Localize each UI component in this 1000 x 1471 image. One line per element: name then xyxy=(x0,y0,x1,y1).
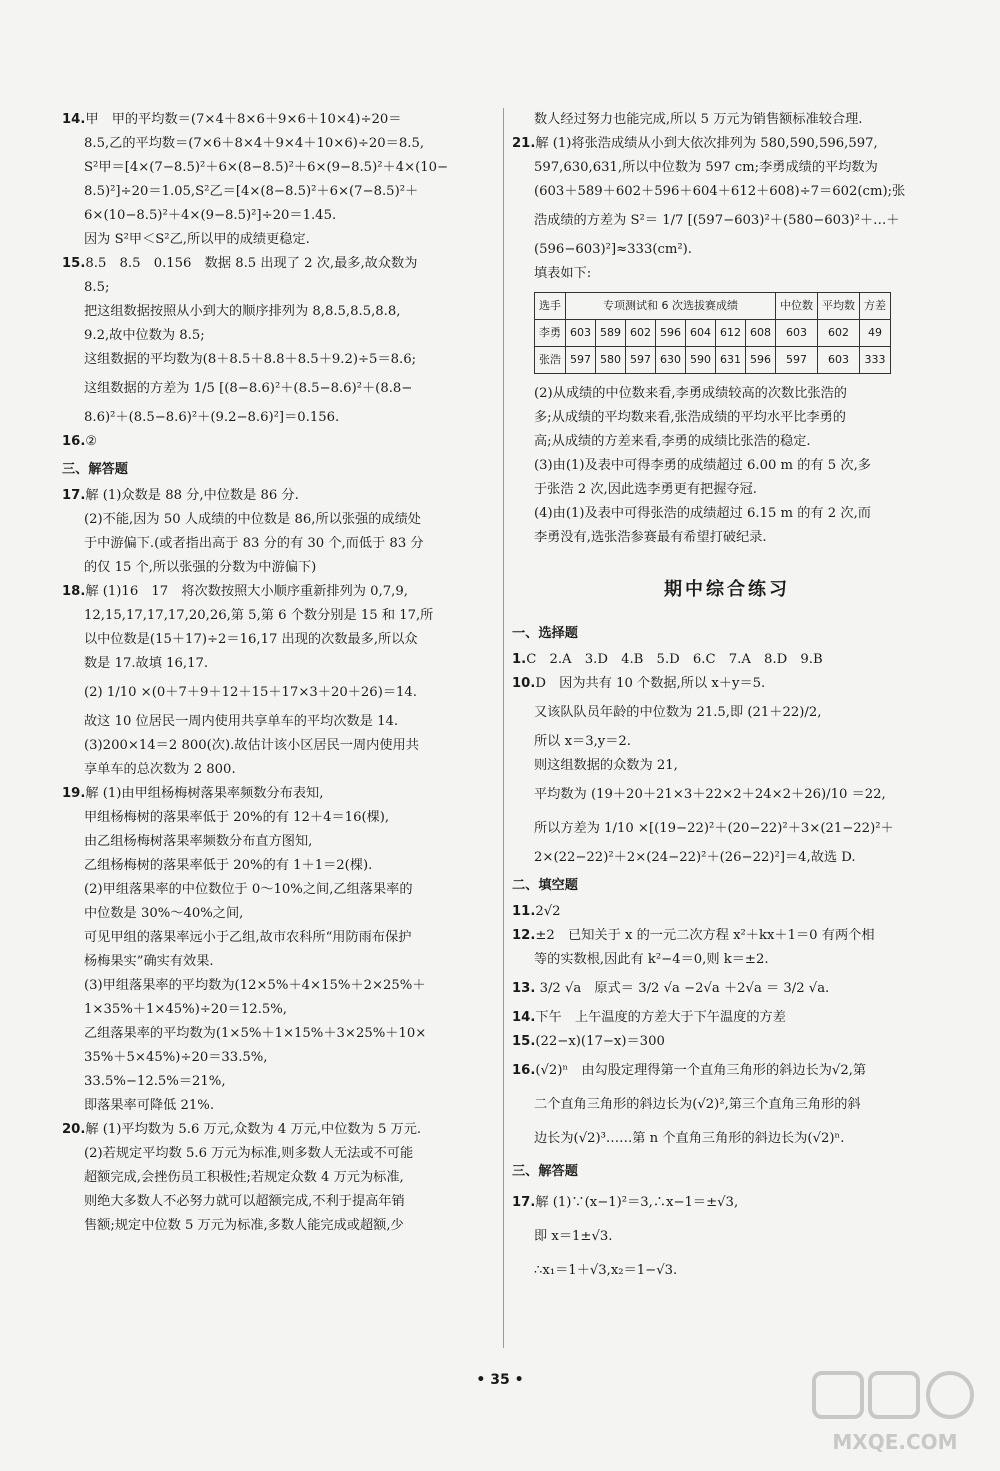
text-line: 多;从成绩的平均数来看,张浩成绩的平均水平比李勇的 xyxy=(534,410,846,425)
text-line: 17.解 (1)∵(x−1)²＝3,∴x−1＝±√3, xyxy=(512,1195,739,1210)
text-line: 这组数据的方差为 1/5 [(8−8.6)²＋(8.5−8.6)²＋(8.8− xyxy=(84,381,413,396)
section-title: 二、填空题 xyxy=(512,878,578,893)
table-row xyxy=(535,347,891,374)
text-line: 12.±2 已知关于 x 的一元二次方程 x²＋kx＋1＝0 有两个相 xyxy=(512,928,875,943)
section-title: 一、选择题 xyxy=(512,626,578,641)
text-line: 16.(√2)ⁿ 由勾股定理得第一个直角三角形的斜边长为√2,第 xyxy=(512,1063,867,1078)
text-line: 17.解 (1)众数是 88 分,中位数是 86 分. xyxy=(62,488,299,503)
text-line: (2)若规定平均数 5.6 万元为标准,则多数人无法或不可能 xyxy=(84,1146,414,1161)
text-line: (2)从成绩的中位数来看,李勇成绩较高的次数比张浩的 xyxy=(534,386,847,401)
table-cell: 603 xyxy=(776,320,818,347)
section-title: 三、解答题 xyxy=(512,1164,578,1179)
text-line: 19.解 (1)由甲组杨梅树落果率频数分布表知, xyxy=(62,786,324,801)
text-line: 8.5; xyxy=(84,280,110,295)
text-line: ∴x₁＝1＋√3,x₂＝1−√3. xyxy=(534,1263,678,1278)
table-cell: 612 xyxy=(716,320,746,347)
question-number: 14. xyxy=(512,1010,536,1025)
text-line: 即 x＝1±√3. xyxy=(534,1229,613,1244)
text-line: 597,630,631,所以中位数为 597 cm;李勇成绩的平均数为 xyxy=(534,160,878,175)
text-line: 浩成绩的方差为 S²＝ 1/7 [(597−603)²＋(580−603)²＋…＋ xyxy=(534,213,900,228)
text-line: 10.D 因为共有 10 个数据,所以 x＋y＝5. xyxy=(512,676,766,691)
text-line: (3)200×14＝2 800(次).故估计该小区居民一周内使用共 xyxy=(84,738,419,753)
text-line: 20.解 (1)平均数为 5.6 万元,众数为 4 万元,中位数为 5 万元. xyxy=(62,1122,422,1137)
table-cell: 49 xyxy=(860,320,891,347)
text-line: 边长为(√2)³……第 n 个直角三角形的斜边长为(√2)ⁿ. xyxy=(534,1131,845,1146)
question-number: 12. xyxy=(512,928,536,943)
table-header-cell: 选手 xyxy=(535,293,566,320)
section-heading: 期中综合练习 xyxy=(664,579,790,600)
table-cell: 333 xyxy=(860,347,891,374)
score-table xyxy=(534,292,891,374)
text-line: 8.6)²＋(8.5−8.6)²＋(9.2−8.6)²]＝0.156. xyxy=(84,410,340,425)
right-top-block xyxy=(512,108,942,286)
text-line: 高;从成绩的方差来看,李勇的成绩比张浩的稳定. xyxy=(534,434,811,449)
text-line: 甲组杨梅树的落果率低于 20%的有 12＋4＝16(棵), xyxy=(84,810,390,825)
text-line: 的仅 15 个,所以张强的分数为中游偏下) xyxy=(84,560,317,575)
text-line: 故这 10 位居民一周内使用共享单车的平均次数是 14. xyxy=(84,714,399,729)
table-cell: 604 xyxy=(686,320,716,347)
text-line: 1.C 2.A 3.D 4.B 5.D 6.C 7.A 8.D 9.B xyxy=(512,652,823,667)
text-line: 则这组数据的众数为 21, xyxy=(534,758,678,773)
text-line: 数是 17.故填 16,17. xyxy=(84,656,209,671)
text-line: 中位数是 30%～40%之间, xyxy=(84,906,244,921)
text-line: 14.甲 甲的平均数＝(7×4＋8×6＋9×6＋10×4)÷20＝ xyxy=(62,112,402,127)
question-number: 17. xyxy=(62,488,86,503)
question-number: 18. xyxy=(62,584,86,599)
table-cell: 李勇 xyxy=(535,320,566,347)
question-number: 15. xyxy=(62,256,86,271)
column-divider xyxy=(503,108,504,1348)
text-line: 即落果率可降低 21%. xyxy=(84,1098,215,1113)
question-number: 17. xyxy=(512,1195,536,1210)
text-line: 12,15,17,17,17,20,26,第 5,第 6 个数分别是 15 和 17,所 xyxy=(84,608,434,623)
text-line: 16.② xyxy=(62,434,98,449)
text-line: 又该队队员年龄的中位数为 21.5,即 (21＋22)/2, xyxy=(534,705,822,720)
text-line: 8.5,乙的平均数＝(7×6＋8×4＋9×4＋10×6)÷20＝8.5, xyxy=(84,136,425,151)
table-row xyxy=(535,320,891,347)
text-line: (2) 1/10 ×(0＋7＋9＋12＋15＋17×3＋20＋26)＝14. xyxy=(84,685,418,700)
question-number: 16. xyxy=(512,1063,536,1078)
right-mid-block xyxy=(512,382,942,550)
text-line: (2)不能,因为 50 人成绩的中位数是 86,所以张强的成绩处 xyxy=(84,512,421,527)
text-line: 享单车的总次数为 2 800. xyxy=(84,762,236,777)
table-cell: 603 xyxy=(566,320,596,347)
table-cell: 580 xyxy=(596,347,626,374)
table-cell: 630 xyxy=(656,347,686,374)
text-line: 所以方差为 1/10 ×[(19−22)²＋(20−22)²＋3×(21−22)²＋ xyxy=(534,821,894,836)
left-column xyxy=(62,108,494,1238)
section-title: 三、解答题 xyxy=(62,462,128,477)
text-line: 2×(22−22)²＋2×(24−22)²＋(26−22)²]＝4,故选 D. xyxy=(534,850,856,865)
table-header-row xyxy=(535,293,891,320)
text-line: 35%＋5×45%)÷20＝33.5%, xyxy=(84,1050,268,1065)
text-line: (2)甲组落果率的中位数位于 0～10%之间,乙组落果率的 xyxy=(84,882,413,897)
text-line: 可见甲组的落果率远小于乙组,故市农科所“用防雨布保护 xyxy=(84,930,412,945)
text-line: (3)由(1)及表中可得李勇的成绩超过 6.00 m 的有 5 次,多 xyxy=(534,458,871,473)
text-line: 李勇没有,选张浩参赛最有希望打破纪录. xyxy=(534,530,767,545)
text-line: 6×(10−8.5)²＋4×(9−8.5)²]÷20＝1.45. xyxy=(84,208,337,223)
text-line: 13. 3/2 √a 原式＝ 3/2 √a −2√a ＋2√a ＝ 3/2 √a. xyxy=(512,981,830,996)
table-cell: 631 xyxy=(716,347,746,374)
question-number: 20. xyxy=(62,1122,86,1137)
text-line: 9.2,故中位数为 8.5; xyxy=(84,328,205,343)
question-number: 10. xyxy=(512,676,536,691)
text-line: 于中游偏下.(或者指出高于 83 分的有 30 个,而低于 83 分 xyxy=(84,536,424,551)
watermark-text: MXQE.COM xyxy=(832,1430,958,1454)
question-number: 21. xyxy=(512,136,536,151)
table-header-cell: 方差 xyxy=(860,293,891,320)
table-header-cell: 平均数 xyxy=(818,293,860,320)
text-line: 把这组数据按照从小到大的顺序排列为 8,8.5,8.5,8.8, xyxy=(84,304,401,319)
table-cell: 602 xyxy=(626,320,656,347)
question-number: 16. xyxy=(62,434,86,449)
text-line: 填表如下: xyxy=(534,266,592,281)
text-line: 售额;规定中位数 5 万元为标准,多数人能完成或超额,少 xyxy=(84,1218,404,1233)
text-line: 18.解 (1)16 17 将次数按照大小顺序重新排列为 0,7,9, xyxy=(62,584,408,599)
text-line: 11.2√2 xyxy=(512,904,561,919)
text-line: 数人经过努力也能完成,所以 5 万元为销售额标准较合理. xyxy=(534,112,863,127)
question-number: 11. xyxy=(512,904,536,919)
question-number: 15. xyxy=(512,1034,536,1049)
text-line: S²甲＝[4×(7−8.5)²＋6×(8−8.5)²＋6×(9−8.5)²＋4×(10− xyxy=(84,160,449,175)
text-line: (4)由(1)及表中可得张浩的成绩超过 6.15 m 的有 2 次,而 xyxy=(534,506,871,521)
text-line: 由乙组杨梅树落果率频数分布直方图知, xyxy=(84,834,313,849)
text-line: 二个直角三角形的斜边长为(√2)²,第三个直角三角形的斜 xyxy=(534,1097,861,1112)
text-line: (603＋589＋602＋596＋604＋612＋608)÷7＝602(cm);张 xyxy=(534,184,906,199)
right-column xyxy=(512,108,942,1288)
question-number: 14. xyxy=(62,112,86,127)
table-cell: 596 xyxy=(656,320,686,347)
table-cell: 603 xyxy=(818,347,860,374)
text-line: 则绝大多数人不必努力就可以超额完成,不利于提高年销 xyxy=(84,1194,405,1209)
text-line: 所以 x＝3,y＝2. xyxy=(534,734,631,749)
text-line: 以中位数是(15＋17)÷2＝16,17 出现的次数最多,所以众 xyxy=(84,632,418,647)
text-line: 1×35%＋1×45%)÷20＝12.5%, xyxy=(84,1002,287,1017)
table-header-cell: 中位数 xyxy=(776,293,818,320)
page-number: • 35 • xyxy=(476,1372,524,1388)
text-line: 平均数为 (19＋20＋21×3＋22×2＋24×2＋26)/10 ＝22, xyxy=(534,787,886,802)
question-number: 13. xyxy=(512,981,536,996)
text-line: 33.5%−12.5%＝21%, xyxy=(84,1074,226,1089)
text-line: 乙组落果率的平均数为(1×5%＋1×15%＋3×25%＋10× xyxy=(84,1026,427,1041)
text-line: 15.8.5 8.5 0.156 数据 8.5 出现了 2 次,最多,故众数为 xyxy=(62,256,418,271)
watermark-logo xyxy=(810,1369,980,1461)
text-line: 等的实数根,因此有 k²−4＝0,则 k＝±2. xyxy=(534,952,769,967)
text-line: (3)甲组落果率的平均数为(12×5%＋4×15%＋2×25%＋ xyxy=(84,978,426,993)
text-line: 21.解 (1)将张浩成绩从小到大依次排列为 580,590,596,597, xyxy=(512,136,878,151)
table-cell: 597 xyxy=(776,347,818,374)
text-line: 因为 S²甲＜S²乙,所以甲的成绩更稳定. xyxy=(84,232,310,247)
text-line: 超额完成,会挫伤员工积极性;若规定众数 4 万元为标准, xyxy=(84,1170,404,1185)
text-line: 8.5)²]÷20＝1.05,S²乙＝[4×(8−8.5)²＋6×(7−8.5)²＋ xyxy=(84,184,419,199)
right-bottom-block xyxy=(512,622,942,1288)
text-line: 杨梅果实”确实有效果. xyxy=(84,954,214,969)
table-cell: 608 xyxy=(746,320,776,347)
text-line: (596−603)²]≈333(cm²). xyxy=(534,242,692,257)
text-line: 这组数据的平均数为(8＋8.5＋8.8＋8.5＋9.2)÷5＝8.6; xyxy=(84,352,417,367)
question-number: 19. xyxy=(62,786,86,801)
table-cell: 597 xyxy=(626,347,656,374)
table-cell: 602 xyxy=(818,320,860,347)
table-cell: 张浩 xyxy=(535,347,566,374)
question-number: 1. xyxy=(512,652,527,667)
table-cell: 589 xyxy=(596,320,626,347)
text-line: 于张浩 2 次,因此选李勇更有把握夺冠. xyxy=(534,482,757,497)
table-cell: 597 xyxy=(566,347,596,374)
table-cell: 596 xyxy=(746,347,776,374)
table-header-cell: 专项测试和 6 次选拔赛成绩 xyxy=(566,293,776,320)
text-line: 乙组杨梅树的落果率低于 20%的有 1＋1＝2(棵). xyxy=(84,858,373,873)
text-line: 15.(22−x)(17−x)＝300 xyxy=(512,1034,665,1049)
table-cell: 590 xyxy=(686,347,716,374)
text-line: 14.下午 上午温度的方差大于下午温度的方差 xyxy=(512,1010,786,1025)
